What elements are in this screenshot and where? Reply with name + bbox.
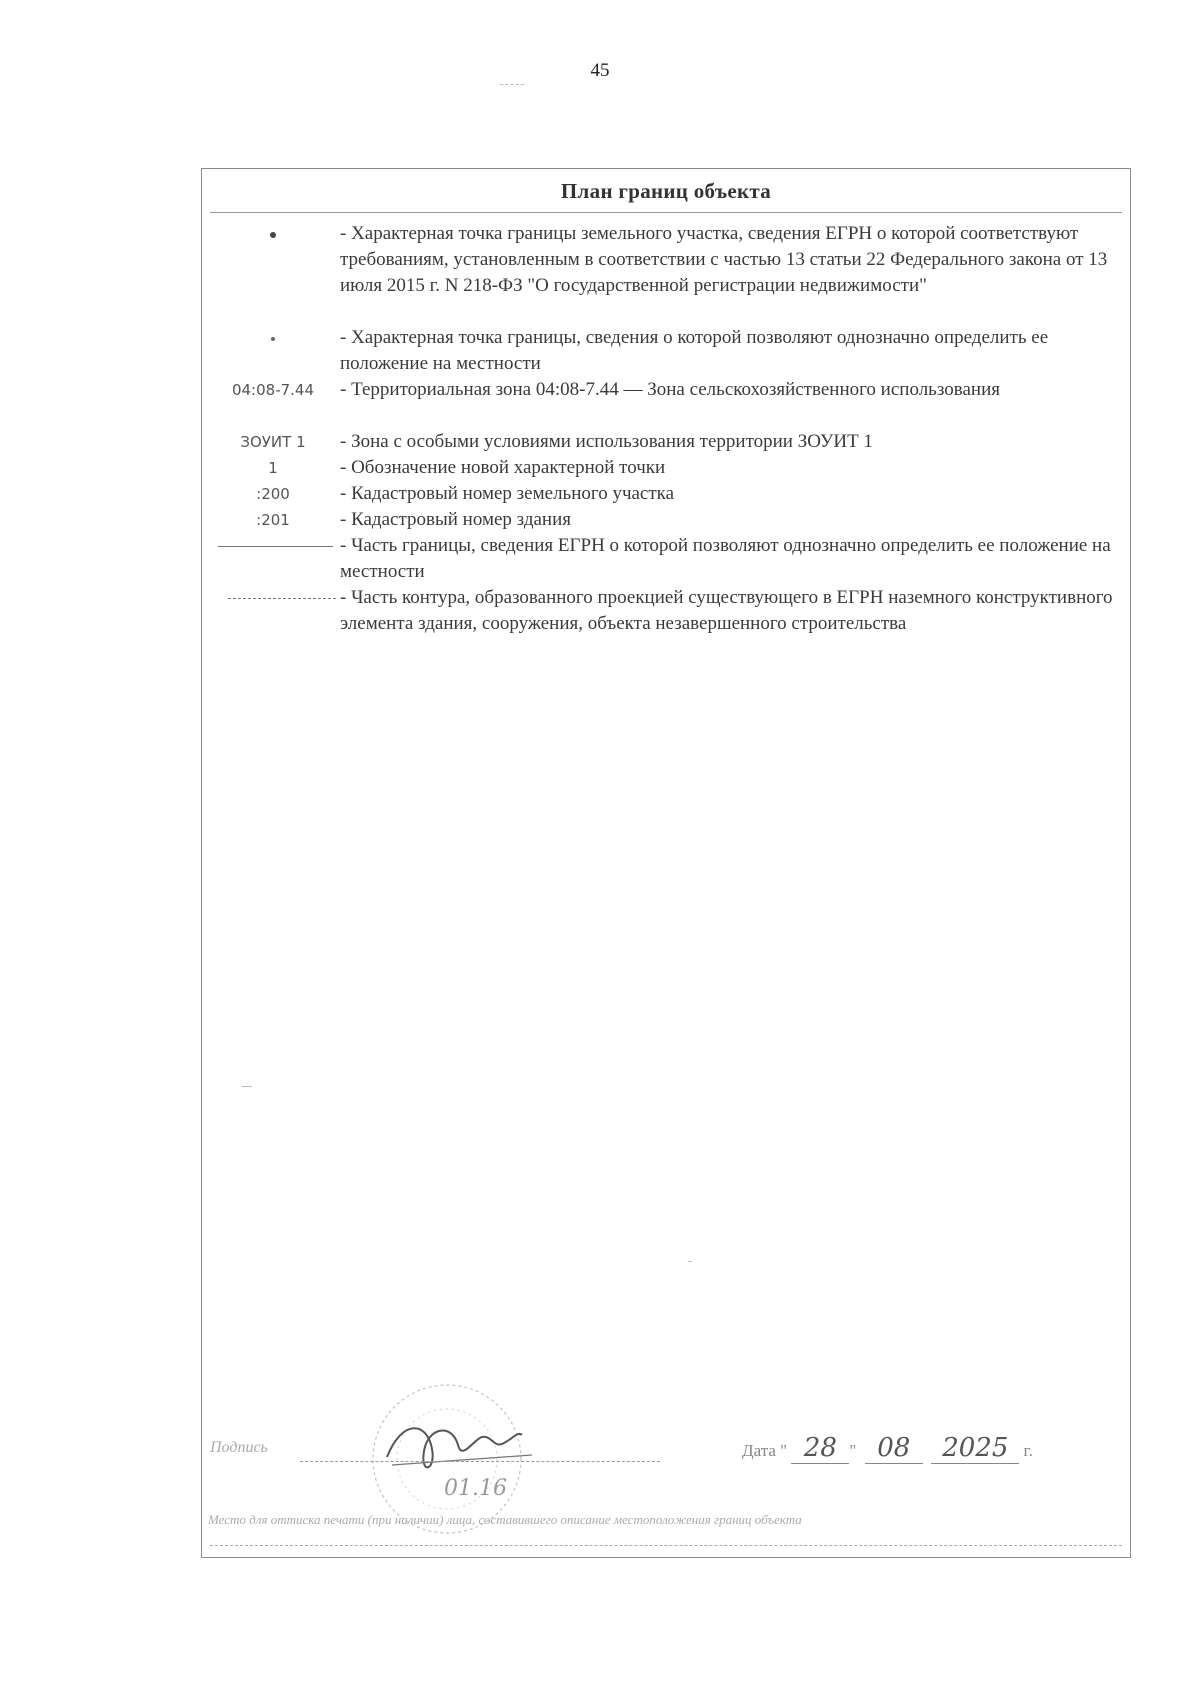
- legend-symbol: :201: [256, 511, 290, 529]
- legend-description: - Кадастровый номер здания: [340, 509, 572, 530]
- date-label: Дата: [742, 1441, 776, 1460]
- boundary-point-icon: [202, 221, 344, 247]
- legend-description: - Кадастровый номер земельного участка: [340, 483, 675, 504]
- legend-symbol: 04:08-7.44: [231, 381, 315, 399]
- legend-symbol: ЗОУИТ 1: [240, 433, 306, 451]
- point-icon: [202, 325, 344, 351]
- legend-description: - Часть границы, сведения ЕГРН о которой позволяют однозначно определить ее положение на местности: [340, 535, 1111, 582]
- bottom-divider: [210, 1545, 1122, 1546]
- plan-title: План границ объекта: [560, 179, 772, 203]
- date-month: 08: [865, 1433, 923, 1464]
- scan-mark: [500, 84, 524, 85]
- legend-description: - Обозначение новой характерной точки: [340, 457, 666, 478]
- legend-description: - Зона с особыми условиями использования территории ЗОУИТ 1: [340, 431, 873, 452]
- legend-description: - Характерная точка границы земельного участка, сведения ЕГРН о которой соответствуют требованиям, установленным в соответствии с частью 13 статьи 22 Федерального закона от 13 июля 2015 г. N 218-ФЗ "О государственной регистрации недвижимости": [340, 223, 1108, 296]
- title-divider: [210, 212, 1122, 213]
- legend-description: - Территориальная зона 04:08-7.44 — Зона сельскохозяйственного использования: [340, 379, 1000, 400]
- page-number: 45: [590, 60, 610, 81]
- plan-frame: [201, 168, 1131, 1558]
- legend-description: - Часть контура, образованного проекцией существующего в ЕГРН наземного конструктивного элемента здания, сооружения, объекта незавершенного строительства: [340, 587, 1113, 634]
- date-field: Дата " 28 " 08 2025 г.: [742, 1433, 1033, 1463]
- date-suffix: г.: [1023, 1441, 1033, 1460]
- legend-symbol: :200: [256, 485, 290, 503]
- legend-symbol: 1: [268, 459, 278, 477]
- stamp-text: 01.16: [444, 1476, 507, 1501]
- legend-description: - Характерная точка границы, сведения о которой позволяют однозначно определить ее положение на местности: [340, 327, 1049, 374]
- stamp-caption: Место для оттиска печати (при наличии) лица, составившего описание местоположения границ объекта: [208, 1512, 802, 1527]
- signature-label: Подпись: [210, 1439, 268, 1456]
- signature-line: [300, 1461, 660, 1462]
- date-year: 2025: [931, 1433, 1019, 1464]
- scan-mark: [242, 1086, 252, 1087]
- scan-mark: [688, 1261, 692, 1262]
- date-day: 28: [791, 1433, 849, 1464]
